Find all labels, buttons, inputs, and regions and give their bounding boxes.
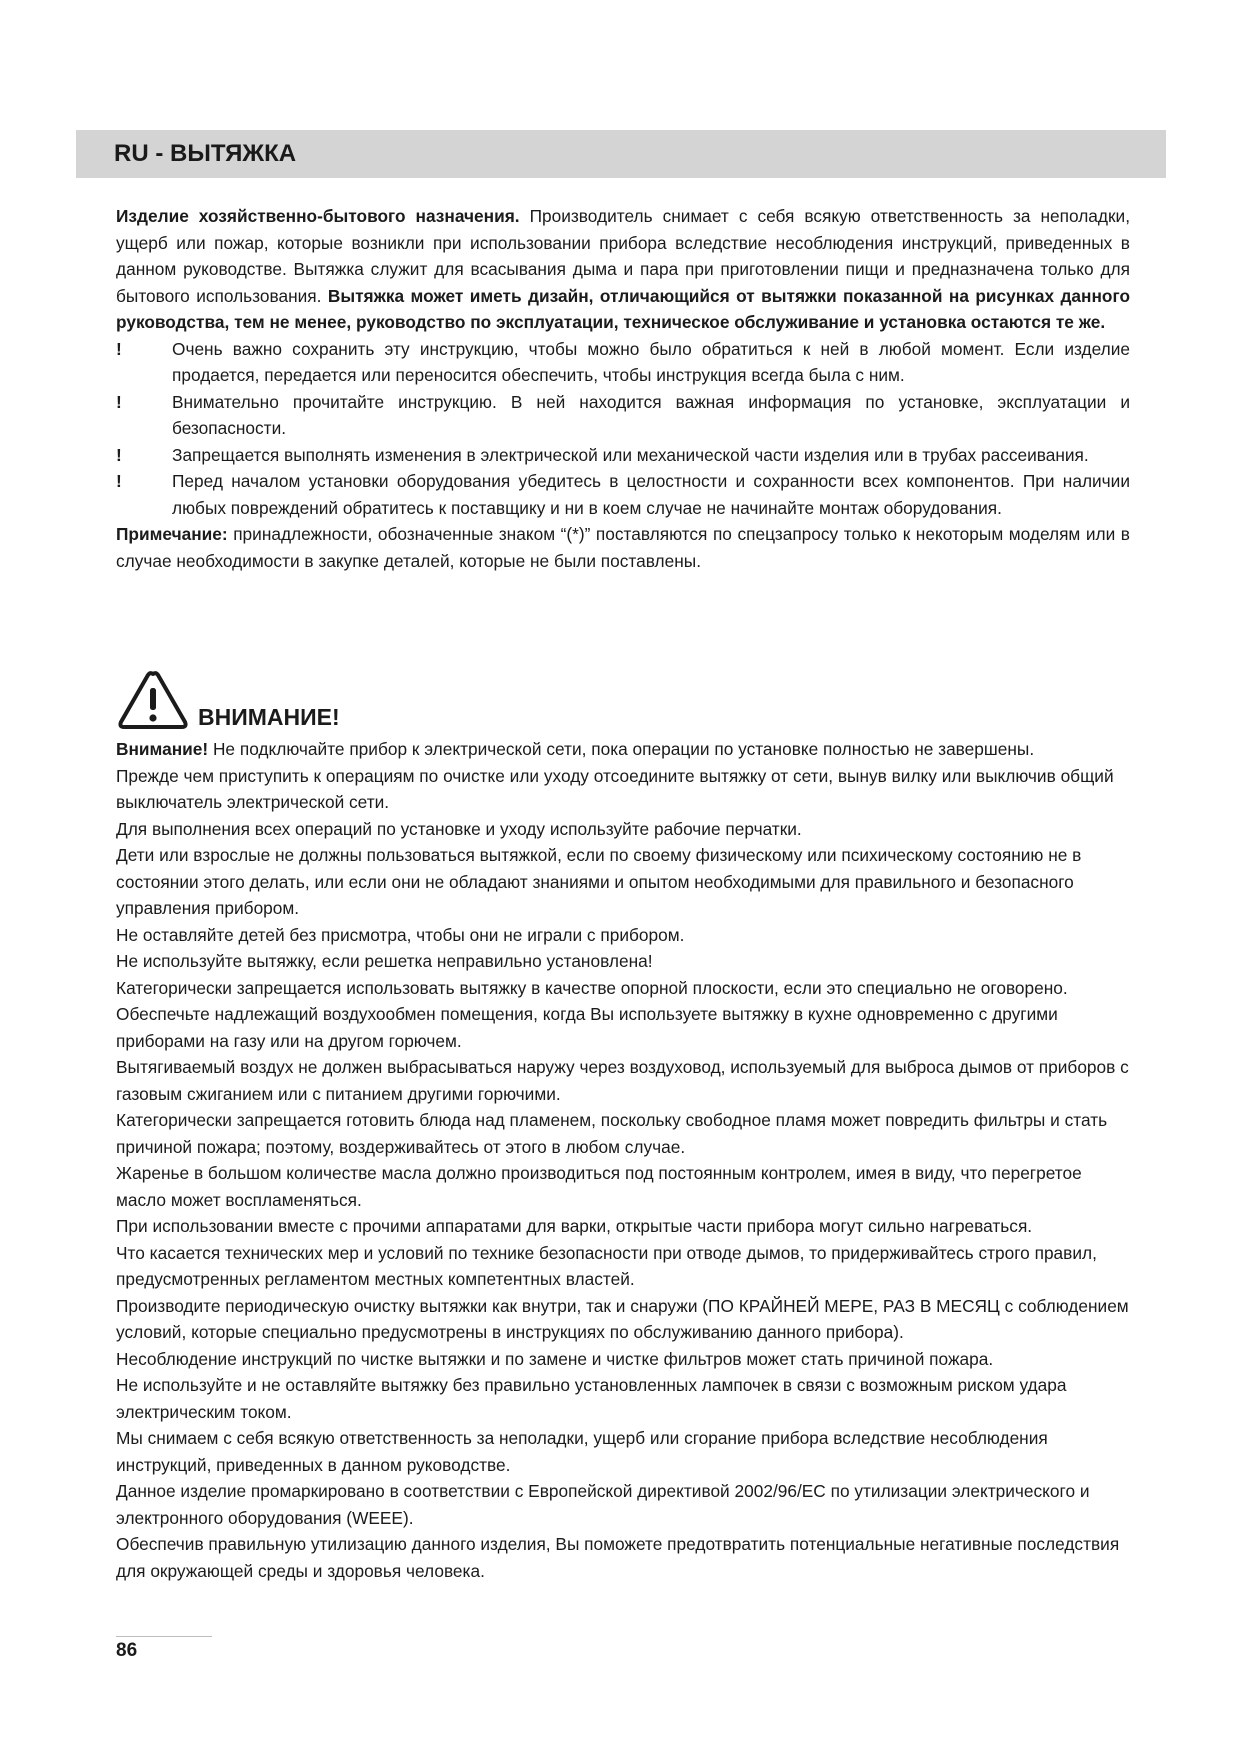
warning-paragraph (116, 736, 1130, 763)
exclamation-icon: ! (116, 338, 122, 359)
warning-first-text: Не подключайте прибор к электрической сети, пока операции по установке полностью не завершены. (208, 739, 1035, 759)
intro-lead-text: Производитель снимает с себя всякую ответственность за неполадки, ущерб или пожар, которые возникли при использовании прибора вследствие несоблюдения инструкций, приведенных в данном руководстве. Вытяжка служит для всасывания дыма и пара при приготовлении пищи и предназначена только для бытового использования. (116, 206, 1130, 306)
intro-lead-bold: Изделие хозяйственно-бытового назначения. (116, 206, 520, 226)
warning-triangle-icon (116, 668, 190, 732)
warning-paragraph: Не оставляйте детей без присмотра, чтобы они не играли с прибором. (116, 924, 685, 945)
bullet-item (116, 336, 1130, 389)
warning-paragraph: Несоблюдение инструкций по чистке вытяжки и по замене и чистке фильтров может стать причиной пожара. (116, 1348, 994, 1369)
note-text: принадлежности, обозначенные знаком “(*)” поставляются по спецзапросу только к некоторым моделям или в случае необходимости в закупке деталей, которые не были поставлены. (116, 524, 1130, 571)
warning-paragraph: Производите периодическую очистку вытяжки как внутри, так и снаружи (ПО КРАЙНЕЙ МЕРЕ, РАЗ В МЕСЯЦ с соблюдением условий, которые специально предусмотрены в инструкциях по обслуживанию данного прибора). (116, 1295, 1129, 1342)
page-number: 86 (116, 1640, 138, 1661)
note-paragraph (116, 521, 1130, 574)
warning-paragraph: Мы снимаем с себя всякую ответственность за неполадки, ущерб или сгорание прибора вследствие несоблюдения инструкций, приведенных в данном руководстве. (116, 1428, 1048, 1475)
section-title: RU - ВЫТЯЖКА (114, 140, 297, 167)
warning-paragraph: Дети или взрослые не должны пользоваться вытяжкой, если по своему физическому или психическому состоянию не в состоянии этого делать, или если они не обладают знаниями и опытом необходимыми для правильного и безопасного управления прибором. (116, 845, 1082, 918)
bullet-text: Очень важно сохранить эту инструкцию, чтобы можно было обратиться к ней в любой момент. Если изделие продается, передается или переносится обеспечить, чтобы инструкция всегда была с ним. (172, 338, 1130, 385)
bullet-item (116, 389, 1130, 442)
bullet-item (116, 442, 1130, 469)
warning-paragraph: Категорически запрещается готовить блюда над пламенем, поскольку свободное пламя может повредить фильтры и стать причиной пожара; поэтому, воздерживайтесь от этого в любом случае. (116, 1110, 1108, 1157)
bullet-item (116, 468, 1130, 521)
intro-paragraph (116, 203, 1130, 336)
exclamation-icon: ! (116, 471, 122, 491)
exclamation-icon: ! (116, 444, 122, 465)
bullet-text: Перед началом установки оборудования убедитесь в целостности и сохранности всех компонентов. При наличии любых повреждений обратитесь к поставщику и ни в коем случае не начинайте монтаж оборудования. (172, 471, 1130, 518)
exclamation-icon: ! (116, 391, 122, 412)
warning-heading: ВНИМАНИЕ! (198, 704, 340, 730)
intro-design-bold: Вытяжка может иметь дизайн, отличающийся от вытяжки показанной на рисунках данного руководства, тем не менее, руководство по эксплуатации, техническое обслуживание и установка остаются те же. (116, 285, 1130, 332)
warning-paragraph: Не используйте вытяжку, если решетка неправильно установлена! (116, 951, 653, 971)
bullet-text: Запрещается выполнять изменения в электрической или механической части изделия или в трубах рассеивания. (172, 444, 1089, 465)
warning-first-label: Внимание! (116, 739, 209, 759)
safety-bullet-list (116, 336, 1130, 522)
intro-section (116, 203, 1130, 574)
warning-section (116, 736, 1130, 1584)
warning-paragraph: Вытягиваемый воздух не должен выбрасываться наружу через воздуховод, используемый для выброса дымов от приборов с газовым сжиганием или с питанием другими горючими. (116, 1057, 1129, 1104)
section-header-bar (76, 130, 1166, 178)
warning-paragraph: Для выполнения всех операций по установке и уходу используйте рабочие перчатки. (116, 818, 802, 839)
note-label: Примечание: (116, 524, 228, 544)
warning-paragraph: При использовании вместе с прочими аппаратами для варки, открытые части прибора могут сильно нагреваться. (116, 1216, 1033, 1236)
warning-paragraph: Обеспечив правильную утилизацию данного изделия, Вы поможете предотвратить потенциальные негативные последствия для окружающей среды и здоровья человека. (116, 1534, 1120, 1581)
warning-paragraph: Что касается технических мер и условий по технике безопасности при отводе дымов, то придерживайтесь строго правил, предусмотренных регламентом местных компетентных властей. (116, 1242, 1097, 1289)
bullet-text: Внимательно прочитайте инструкцию. В ней находится важная информация по установке, эксплуатации и безопасности. (172, 391, 1130, 438)
warning-heading-block (116, 668, 416, 732)
warning-paragraph: Жаренье в большом количестве масла должно производиться под постоянным контролем, имея в виду, что перегретое масло может воспламеняться. (116, 1163, 1082, 1210)
warning-paragraph: Не используйте и не оставляйте вытяжку без правильно установленных лампочек в связи с возможным риском удара электрическим током. (116, 1375, 1067, 1422)
warning-paragraph: Данное изделие промаркировано в соответствии с Европейской директивой 2002/96/EC по утилизации электрического и электронного оборудования (WEEE). (116, 1481, 1090, 1528)
footer-divider (116, 1636, 212, 1637)
warning-paragraph: Категорически запрещается использовать вытяжку в качестве опорной плоскости, если это специально не оговорено. Обеспечьте надлежащий воздухообмен помещения, когда Вы используете вытяжку в кухне одновременно с другими приборами на газу или на другом горючем. (116, 977, 1068, 1051)
warning-paragraph: Прежде чем приступить к операциям по очистке или уходу отсоедините вытяжку от сети, вынув вилку или выключив общий выключатель электрической сети. (116, 765, 1114, 812)
